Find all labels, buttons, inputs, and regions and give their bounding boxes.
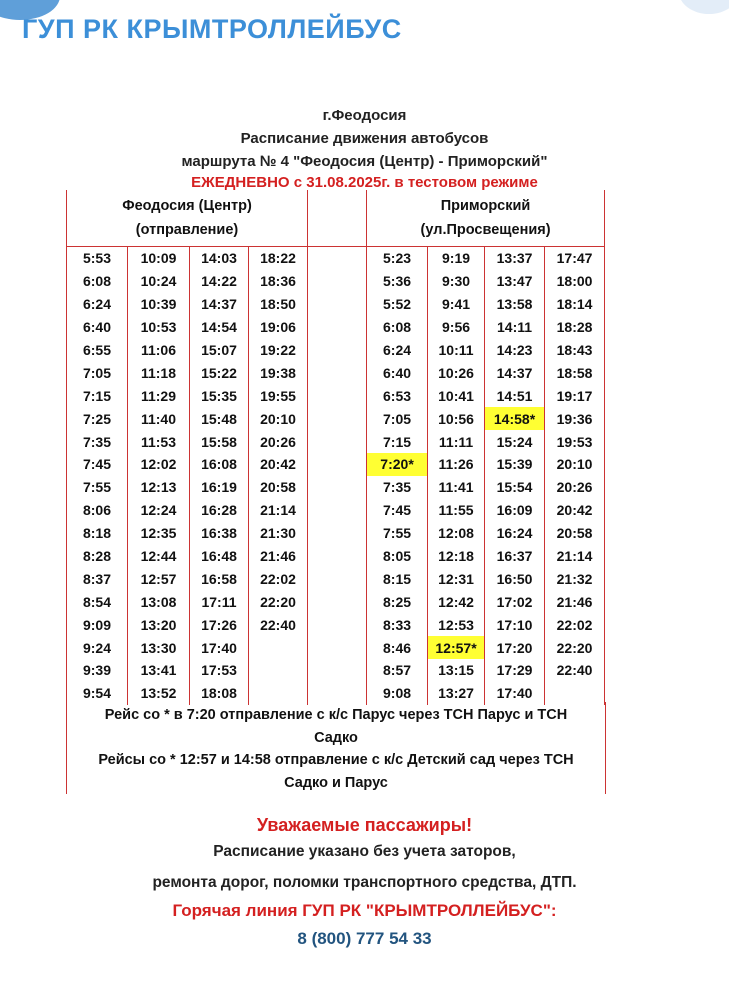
right-time-cell: 13:58 [485, 293, 545, 316]
right-time-cell: 17:47 [545, 247, 605, 270]
footer-line-1: Расписание указано без учета заторов, [213, 843, 516, 860]
row-gap [308, 430, 367, 453]
left-time-cell: 8:37 [67, 567, 128, 590]
row-gap [308, 499, 367, 522]
right-stop-sub: (ул.Просвещения) [420, 222, 551, 238]
right-time-cell: 10:41 [428, 384, 485, 407]
right-time-cell: 7:20* [367, 453, 428, 476]
left-time-cell: 16:08 [190, 453, 249, 476]
right-time-cell: 15:39 [485, 453, 545, 476]
right-time-cell: 10:56 [428, 407, 485, 430]
right-time-cell: 17:10 [485, 613, 545, 636]
left-time-cell: 10:53 [128, 316, 190, 339]
left-time-cell: 21:46 [249, 545, 308, 568]
left-time-cell: 19:38 [249, 361, 308, 384]
left-time-cell: 16:48 [190, 545, 249, 568]
city-label: г.Феодосия [322, 107, 407, 124]
right-time-cell: 11:11 [428, 430, 485, 453]
left-time-cell: 14:03 [190, 247, 249, 270]
left-time-cell: 7:45 [67, 453, 128, 476]
right-stop-header [367, 190, 605, 247]
right-stop-name: Приморский [440, 198, 531, 214]
left-time-cell: 12:13 [128, 476, 190, 499]
left-time-cell: 14:37 [190, 293, 249, 316]
left-stop-sub: (отправление) [135, 222, 239, 238]
left-time-cell: 16:19 [190, 476, 249, 499]
timetable-row [67, 339, 605, 362]
right-time-cell: 20:58 [545, 522, 605, 545]
right-time-cell: 5:23 [367, 247, 428, 270]
timetable-row [67, 430, 605, 453]
right-time-cell: 7:45 [367, 499, 428, 522]
right-time-cell: 19:36 [545, 407, 605, 430]
right-time-cell: 20:42 [545, 499, 605, 522]
timetable-row [67, 384, 605, 407]
left-time-cell: 9:54 [67, 682, 128, 705]
row-gap [308, 361, 367, 384]
row-gap [308, 339, 367, 362]
left-time-cell: 15:48 [190, 407, 249, 430]
left-time-cell: 15:58 [190, 430, 249, 453]
right-time-cell: 13:27 [428, 682, 485, 705]
notes [66, 702, 606, 794]
left-time-cell: 12:24 [128, 499, 190, 522]
timetable [66, 190, 605, 705]
left-time-cell: 8:18 [67, 522, 128, 545]
schedule-title: Расписание движения автобусов [240, 130, 489, 147]
right-time-cell: 9:41 [428, 293, 485, 316]
org-title: ГУП РК КРЫМТРОЛЛЕЙБУС [22, 14, 402, 44]
left-time-cell: 17:11 [190, 590, 249, 613]
left-time-cell: 17:40 [190, 636, 249, 659]
left-time-cell: 22:20 [249, 590, 308, 613]
right-time-cell: 13:47 [485, 270, 545, 293]
left-time-cell: 20:58 [249, 476, 308, 499]
right-time-cell: 8:15 [367, 567, 428, 590]
right-time-cell: 8:33 [367, 613, 428, 636]
right-time-cell: 9:19 [428, 247, 485, 270]
left-time-cell: 8:28 [67, 545, 128, 568]
timetable-row [67, 407, 605, 430]
right-time-cell: 6:24 [367, 339, 428, 362]
note-2: Рейсы со * 12:57 и 14:58 отправление с к/с Детский сад через ТСН Садко и Парус [98, 752, 574, 791]
right-time-cell: 12:53 [428, 613, 485, 636]
left-time-cell: 13:08 [128, 590, 190, 613]
timetable-row [67, 361, 605, 384]
left-stop-name: Феодосия (Центр) [122, 198, 252, 214]
left-time-cell: 11:53 [128, 430, 190, 453]
timetable-row [67, 476, 605, 499]
row-gap [308, 567, 367, 590]
right-time-cell: 7:55 [367, 522, 428, 545]
right-time-cell: 12:57* [428, 636, 485, 659]
left-time-cell: 17:26 [190, 613, 249, 636]
left-time-cell: 18:08 [190, 682, 249, 705]
right-time-cell: 10:11 [428, 339, 485, 362]
row-gap [308, 476, 367, 499]
row-gap [308, 316, 367, 339]
timetable-row [67, 316, 605, 339]
left-time-cell: 13:30 [128, 636, 190, 659]
right-time-cell: 20:10 [545, 453, 605, 476]
timetable-row [67, 293, 605, 316]
right-time-cell: 7:05 [367, 407, 428, 430]
header-gap [308, 190, 367, 247]
right-time-cell: 13:37 [485, 247, 545, 270]
timetable-row [67, 247, 605, 270]
left-time-cell: 20:26 [249, 430, 308, 453]
right-time-cell: 15:54 [485, 476, 545, 499]
right-time-cell: 21:14 [545, 545, 605, 568]
timetable-row [67, 522, 605, 545]
right-time-cell: 16:50 [485, 567, 545, 590]
left-time-cell: 8:54 [67, 590, 128, 613]
route-name: маршрута № 4 "Феодосия (Центр) - Приморский" [181, 153, 548, 170]
right-time-cell: 6:53 [367, 384, 428, 407]
right-time-cell: 8:25 [367, 590, 428, 613]
right-time-cell: 15:24 [485, 430, 545, 453]
row-gap [308, 453, 367, 476]
left-time-cell [249, 659, 308, 682]
left-time-cell: 17:53 [190, 659, 249, 682]
left-stop-header [67, 190, 308, 247]
row-gap [308, 659, 367, 682]
left-time-cell: 13:52 [128, 682, 190, 705]
left-time-cell: 22:40 [249, 613, 308, 636]
right-time-cell: 7:15 [367, 430, 428, 453]
hotline-phone: 8 (800) 777 54 33 [297, 929, 432, 948]
left-time-cell: 11:29 [128, 384, 190, 407]
left-time-cell: 15:35 [190, 384, 249, 407]
right-time-cell: 22:20 [545, 636, 605, 659]
left-time-cell: 14:22 [190, 270, 249, 293]
left-time-cell [249, 636, 308, 659]
row-gap [308, 293, 367, 316]
left-time-cell: 9:09 [67, 613, 128, 636]
footer-line-2: ремонта дорог, поломки транспортного средства, ДТП. [152, 874, 577, 891]
right-time-cell: 17:40 [485, 682, 545, 705]
right-time-cell: 8:57 [367, 659, 428, 682]
footer [0, 812, 729, 951]
timetable-row [67, 659, 605, 682]
left-time-cell: 13:41 [128, 659, 190, 682]
right-time-cell: 18:14 [545, 293, 605, 316]
left-time-cell: 15:22 [190, 361, 249, 384]
row-gap [308, 247, 367, 270]
right-time-cell: 12:31 [428, 567, 485, 590]
left-time-cell: 10:39 [128, 293, 190, 316]
timetable-body [67, 247, 605, 705]
right-time-cell: 18:43 [545, 339, 605, 362]
left-time-cell: 18:22 [249, 247, 308, 270]
hotline-label: Горячая линия ГУП РК "КРЫМТРОЛЛЕЙБУС": [172, 901, 557, 920]
left-time-cell: 16:28 [190, 499, 249, 522]
left-time-cell: 12:44 [128, 545, 190, 568]
right-time-cell: 13:15 [428, 659, 485, 682]
row-gap [308, 522, 367, 545]
left-time-cell: 6:24 [67, 293, 128, 316]
left-time-cell: 11:18 [128, 361, 190, 384]
left-time-cell: 18:50 [249, 293, 308, 316]
right-time-cell: 9:56 [428, 316, 485, 339]
left-time-cell: 21:14 [249, 499, 308, 522]
right-time-cell: 8:46 [367, 636, 428, 659]
left-time-cell: 20:42 [249, 453, 308, 476]
row-gap [308, 590, 367, 613]
left-time-cell: 9:24 [67, 636, 128, 659]
right-time-cell: 17:02 [485, 590, 545, 613]
schedule-mode: ЕЖЕДНЕВНО с 31.08.2025г. в тестовом режиме [191, 174, 538, 191]
timetable-row [67, 545, 605, 568]
right-time-cell: 22:40 [545, 659, 605, 682]
left-time-cell: 7:05 [67, 361, 128, 384]
right-time-cell: 16:37 [485, 545, 545, 568]
left-time-cell: 11:40 [128, 407, 190, 430]
timetable-row [67, 590, 605, 613]
left-time-cell: 5:53 [67, 247, 128, 270]
right-time-cell: 17:20 [485, 636, 545, 659]
right-time-cell: 5:52 [367, 293, 428, 316]
right-time-cell: 16:24 [485, 522, 545, 545]
right-time-cell: 12:08 [428, 522, 485, 545]
right-time-cell: 18:00 [545, 270, 605, 293]
right-time-cell: 14:51 [485, 384, 545, 407]
right-time-cell: 18:28 [545, 316, 605, 339]
left-time-cell: 6:55 [67, 339, 128, 362]
left-time-cell: 12:35 [128, 522, 190, 545]
left-time-cell: 13:20 [128, 613, 190, 636]
left-time-cell: 8:06 [67, 499, 128, 522]
right-time-cell: 21:46 [545, 590, 605, 613]
right-time-cell: 14:58* [485, 407, 545, 430]
left-time-cell: 19:55 [249, 384, 308, 407]
timetable-row [67, 636, 605, 659]
left-time-cell: 19:06 [249, 316, 308, 339]
right-time-cell: 6:08 [367, 316, 428, 339]
left-time-cell: 22:02 [249, 567, 308, 590]
left-time-cell: 6:08 [67, 270, 128, 293]
right-time-cell: 12:42 [428, 590, 485, 613]
right-time-cell: 5:36 [367, 270, 428, 293]
footer-greeting: Уважаемые пассажиры! [256, 815, 473, 835]
right-time-cell: 18:58 [545, 361, 605, 384]
right-time-cell: 12:18 [428, 545, 485, 568]
left-time-cell: 6:40 [67, 316, 128, 339]
timetable-row [67, 270, 605, 293]
right-time-cell: 16:09 [485, 499, 545, 522]
right-time-cell: 9:30 [428, 270, 485, 293]
right-time-cell: 11:26 [428, 453, 485, 476]
left-time-cell: 10:09 [128, 247, 190, 270]
timetable-row [67, 613, 605, 636]
right-time-cell: 11:55 [428, 499, 485, 522]
row-gap [308, 545, 367, 568]
corner-decoration-right [679, 0, 729, 14]
row-gap [308, 613, 367, 636]
timetable-row [67, 499, 605, 522]
left-time-cell: 11:06 [128, 339, 190, 362]
left-time-cell: 12:57 [128, 567, 190, 590]
left-time-cell: 7:35 [67, 430, 128, 453]
right-time-cell: 7:35 [367, 476, 428, 499]
left-time-cell: 7:55 [67, 476, 128, 499]
left-time-cell: 19:22 [249, 339, 308, 362]
left-time-cell: 12:02 [128, 453, 190, 476]
right-time-cell: 14:37 [485, 361, 545, 384]
left-time-cell: 15:07 [190, 339, 249, 362]
row-gap [308, 636, 367, 659]
right-time-cell: 19:17 [545, 384, 605, 407]
right-time-cell: 14:23 [485, 339, 545, 362]
left-time-cell: 16:58 [190, 567, 249, 590]
right-time-cell: 17:29 [485, 659, 545, 682]
timetable-row [67, 567, 605, 590]
left-time-cell: 16:38 [190, 522, 249, 545]
right-time-cell: 10:26 [428, 361, 485, 384]
left-time-cell: 21:30 [249, 522, 308, 545]
left-time-cell: 7:25 [67, 407, 128, 430]
document-header [0, 100, 729, 193]
left-time-cell: 18:36 [249, 270, 308, 293]
note-1: Рейс со * в 7:20 отправление с к/с Парус через ТСН Парус и ТСН Садко [104, 707, 568, 746]
timetable-row [67, 453, 605, 476]
right-time-cell: 19:53 [545, 430, 605, 453]
right-time-cell: 8:05 [367, 545, 428, 568]
row-gap [308, 384, 367, 407]
row-gap [308, 270, 367, 293]
right-time-cell: 21:32 [545, 567, 605, 590]
left-time-cell: 14:54 [190, 316, 249, 339]
left-time-cell: 10:24 [128, 270, 190, 293]
left-time-cell: 7:15 [67, 384, 128, 407]
row-gap [308, 407, 367, 430]
right-time-cell: 6:40 [367, 361, 428, 384]
right-time-cell: 22:02 [545, 613, 605, 636]
right-time-cell: 11:41 [428, 476, 485, 499]
left-time-cell: 20:10 [249, 407, 308, 430]
right-time-cell: 9:08 [367, 682, 428, 705]
left-time-cell: 9:39 [67, 659, 128, 682]
right-time-cell: 14:11 [485, 316, 545, 339]
right-time-cell: 20:26 [545, 476, 605, 499]
